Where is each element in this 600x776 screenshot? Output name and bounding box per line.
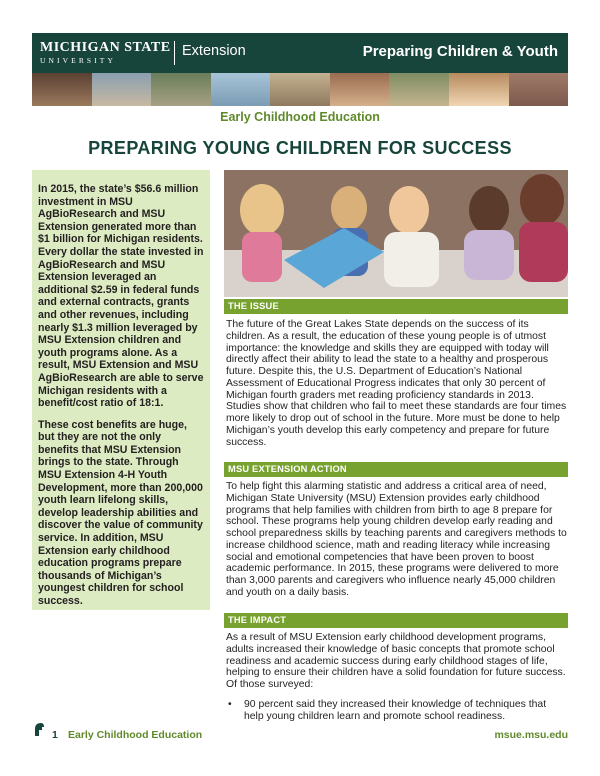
logo-wordmark: MICHIGAN STATE [40,40,171,55]
photo-child [449,73,509,106]
photo-group [92,73,152,106]
footer-url[interactable]: msue.msu.edu [494,729,568,741]
section-label: Early Childhood Education [220,110,380,124]
impact-body: As a result of MSU Extension early childhood development programs, adults increased their knowledge of basic concepts that promote school readiness and academic success during early childhood stages of life, helping to ensure their children have a solid foundation for future success. Of those surveyed: [226,632,566,690]
issue-body: The future of the Great Lakes State depends on the success of its children. As a result, the education of these young people is of utmost importance: the knowledge and skills they are equipped with today will directly affect their ability to lead the state to a healthy and prosperous future. Despite this, the U.S. Department of Education’s National Assessment of Educational Progress indicates that only 30 percent of Michigan fourth graders met reading proficiency standards in 2013. Studies show that children who fail to meet these standards are four times more likely to drop out of school in the future. More must be done to help Michigan’s youth develop this early competency and prepare for future success. [226,319,567,448]
sidebar-callout [32,170,210,610]
sidebar-paragraph: In 2015, the state’s $56.6 million investment in MSU AgBioResearch and MSU Extension generated more than $1 billion for Michigan residents. Every dollar the state invested in AgBioResearch and MSU Extension leveraged an additional $2.59 in federal funds and external contracts, grants and other revenues, including nearly $1.3 million leveraged by MSU Extension children and youth programs alone. As a result, MSU Extension and MSU AgBioResearch are able to serve Michigan residents with a benefit/cost ratio of 18:1. [38,183,204,410]
logo-divider [174,41,175,65]
hero-photo [224,170,568,297]
impact-heading: THE IMPACT [224,613,568,628]
photo-horse [32,73,92,106]
photo-water [270,73,330,106]
program-title: Preparing Children & Youth [362,43,558,60]
photo-strip [32,73,568,106]
spartan-helmet-icon [33,722,45,738]
photo-crowd [509,73,569,106]
page-title: PREPARING YOUNG CHILDREN FOR SUCCESS [88,138,512,158]
action-heading: MSU EXTENSION ACTION [224,462,568,477]
header-band [32,33,568,73]
impact-bullet-text: 90 percent said they increased their knowledge of techniques that help young children learn and promote school readiness. [244,699,547,722]
sidebar-paragraph: These cost benefits are huge, but they are not the only benefits that MSU Extension brings to the state. Through MSU Extension 4-H Youth Development, more than 200,000 youth learn lifelong skills, develop leadership abilities and discover the value of community service. In addition, MSU Extension early childhood education programs prepare thousands of Michigan’s youngest children for school success. [38,418,203,607]
page-number: 1 [52,729,58,741]
photo-kids [151,73,211,106]
photo-boy [330,73,390,106]
issue-heading: THE ISSUE [224,299,568,314]
photo-boat [211,73,271,106]
logo-subline: UNIVERSITY [40,56,116,65]
footer-section-label: Early Childhood Education [68,729,203,741]
logo-extension: Extension [182,43,246,59]
hero-photo-illustration [224,170,568,297]
bullet-icon: • [228,699,232,710]
photo-food [389,73,449,106]
action-body: To help fight this alarming statistic and address a critical area of need, Michigan State University (MSU) Extension provides early childhood programs that help families with children from birth to age 8 prepare for school. These programs help young children develop early reading and school preparedness skills by teaching parents and caregivers methods to increase childhood science, math and reading literacy while increasing social and emotional competencies that have been proven to boost academic performance. In 2015, these programs were delivered to more than 3,000 parents and caregivers who influence nearly 45,000 children and youth on a daily basis. [226,481,567,598]
